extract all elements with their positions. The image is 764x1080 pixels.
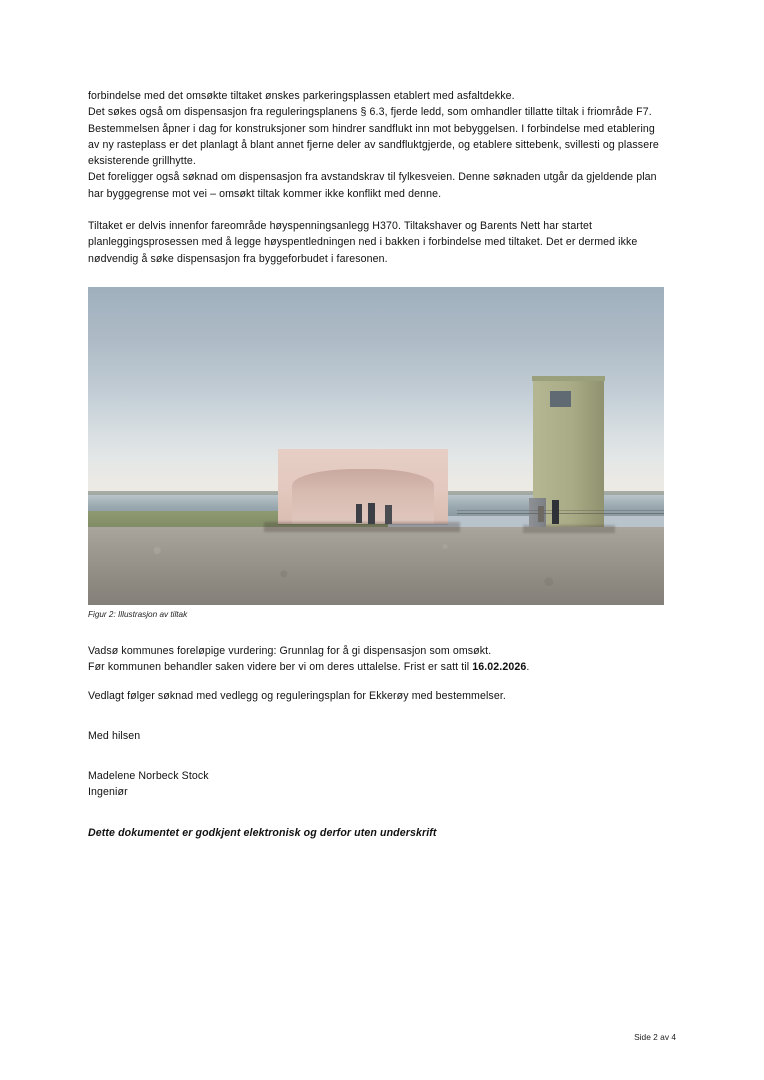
page-footer: Side 2 av 4: [634, 1032, 676, 1042]
figure-spacer: [88, 619, 664, 643]
illustration-person: [385, 505, 391, 524]
illustration-person: [368, 503, 375, 523]
illustration-image: [88, 287, 664, 605]
paragraph-spacer: [88, 704, 664, 728]
paragraph-spacer: [88, 202, 664, 218]
electronic-signature-note: Dette dokumentet er godkjent elektronisk og derfor uten underskrift: [88, 826, 437, 839]
vurdering-line: Vadsø kommunes foreløpige vurdering: Grunnlag for å gi dispensasjon som omsøkt.: [88, 644, 492, 657]
greeting-line: Med hilsen: [88, 729, 141, 742]
illustration-person: [356, 504, 362, 522]
document-body: [88, 88, 664, 841]
illustration-person: [538, 506, 544, 523]
illustration-fence: [457, 513, 664, 514]
illustration-pavilion-shadow: [264, 522, 460, 532]
paragraph-2: Det søkes også om dispensasjon fra reguleringsplanens § 6.3, fjerde ledd, som omhandler tillatte tiltak i friområde F7. Bestemmelsen åpner i dag for konstruksjoner som hindrer sandflukt inn mot bebyggelsen. I forbindelse med etablering av ny rasteplass er det planlagt å blant annet fjerne deler av sandfluktgjerde, og etablere sittebenk, svillesti og plassere eksisterende grillhytte.: [88, 106, 659, 168]
paragraph-4: Tiltaket er delvis innenfor fareområde høyspenningsanlegg H370. Tiltakshaver og Barents Nett har startet planleggingsprosessen med å legge høyspentledningen ned i bakken i forbindelse med tiltaket. Det er dermed ikke nødvendig å søke dispensasjon fra byggeforbudet i faresonen.: [88, 220, 638, 265]
frist-suffix: .: [526, 661, 530, 674]
paragraph-1: forbindelse med det omsøkte tiltaket ønskes parkeringsplassen etablert med asfaltdekke.: [88, 90, 515, 102]
frist-text: Før kommunen behandler saken videre ber vi om deres uttalelse. Frist er satt til: [88, 661, 473, 674]
sender-title: Ingeniør: [88, 786, 128, 799]
illustration-tower-window: [550, 391, 571, 407]
paragraph-3: Det foreligger også søknad om dispensasjon fra avstandskrav til fylkesveien. Denne søknaden utgår da gjeldende plan har byggegrense mot vei – omsøkt tiltak kommer ikke konflikt med denne.: [88, 171, 657, 200]
illustration-pavilion: [278, 449, 448, 524]
illustration-tower-roof: [532, 376, 605, 382]
illustration-person: [552, 500, 559, 524]
vedlegg-line: Vedlagt følger søknad med vedlegg og reguleringsplan for Ekkerøy med bestemmelser.: [88, 689, 506, 702]
frist-line: [88, 659, 664, 675]
illustration-gravel-ground: [88, 527, 664, 605]
paragraph-spacer: [88, 801, 664, 825]
paragraph-spacer: [88, 744, 664, 768]
sender-name: Madelene Norbeck Stock: [88, 770, 209, 783]
figure-caption: Figur 2: Illustrasjon av tiltak: [88, 609, 188, 619]
illustration-pavilion-shelter: [292, 469, 435, 524]
figure-illustration: [88, 287, 664, 619]
paragraph-spacer: [88, 676, 664, 688]
frist-date: 16.02.2026: [472, 661, 527, 674]
